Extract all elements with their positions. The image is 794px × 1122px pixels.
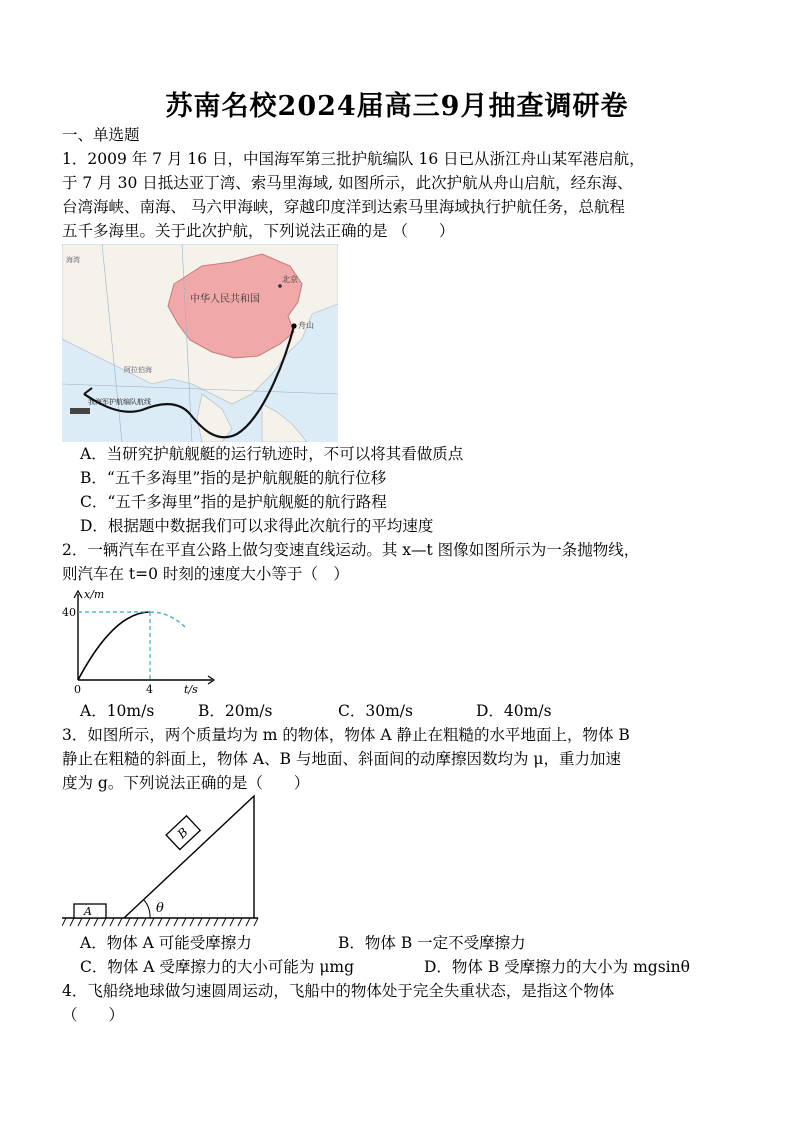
q1-option-a: A．当研究护航舰艇的运行轨迹时，不可以将其看做质点 bbox=[80, 445, 464, 463]
exam-title: 苏南名校2024届高三9月抽查调研卷 bbox=[165, 91, 629, 122]
q2-option-d: D．40m/s bbox=[476, 702, 552, 720]
incline-figure bbox=[62, 794, 262, 934]
q3-option-d: D．物体 B 受摩擦力的大小为 mgsinθ bbox=[424, 958, 690, 976]
q1-option-b: B．“五千多海里”指的是护航舰艇的航行位移 bbox=[80, 469, 387, 487]
graph-x-axis-label: t/s bbox=[184, 683, 198, 696]
q2-option-a: A．10m/s bbox=[80, 702, 155, 720]
q3-option-c: C．物体 A 受摩擦力的大小可能为 μmg bbox=[80, 958, 355, 976]
graph-x-tick: 4 bbox=[146, 683, 153, 696]
escort-route-map bbox=[62, 244, 338, 442]
q3-line: 静止在粗糙的斜面上，物体 A、B 与地面、斜面间的动摩擦因数均为 μ，重力加速 bbox=[62, 750, 621, 768]
graph-y-tick: 40 bbox=[62, 606, 76, 619]
q2-line: 则汽车在 t=0 时刻的速度大小等于（ ） bbox=[62, 565, 349, 583]
q2-option-c: C．30m/s bbox=[338, 702, 413, 720]
q2-line: 2．一辆汽车在平直公路上做匀变速直线运动。其 x—t 图像如图所示为一条抛物线， bbox=[62, 541, 640, 559]
block-b-label: B bbox=[174, 824, 191, 842]
q1-line: 台湾海峡、南海、 马六甲海峡，穿越印度洋到达索马里海域执行护航任务，总航程 bbox=[62, 198, 625, 216]
map-route-label: 我海军护航编队航线 bbox=[88, 398, 151, 406]
q3-option-a: A．物体 A 可能受摩擦力 bbox=[80, 934, 252, 952]
section-heading: 一、单选题 bbox=[62, 126, 140, 144]
graph-origin: 0 bbox=[74, 683, 81, 696]
parabola-curve bbox=[78, 612, 150, 680]
q1-line: 1．2009 年 7 月 16 日，中国海军第三批护航编队 16 日已从浙江舟山某军港启航， bbox=[62, 150, 645, 168]
ship-icon bbox=[70, 408, 90, 414]
map-country-label: 中华人民共和国 bbox=[190, 294, 260, 305]
q3-line: 度为 g。下列说法正确的是（ ） bbox=[62, 774, 310, 792]
q2-option-b: B．20m/s bbox=[198, 702, 273, 720]
map-city-zhoushan: 舟山 bbox=[298, 321, 314, 330]
q4-line: （ ） bbox=[62, 1006, 125, 1024]
map-sea-label: 海湾 bbox=[66, 256, 80, 264]
q3-option-b: B．物体 B 一定不受摩擦力 bbox=[338, 934, 526, 952]
xt-graph bbox=[62, 588, 222, 698]
q1-line: 五千多海里。关于此次护航，下列说法正确的是 （ ） bbox=[62, 222, 455, 240]
q1-option-c: C．“五千多海里”指的是护航舰艇的航行路程 bbox=[80, 493, 387, 511]
map-city-beijing: 北京 bbox=[282, 275, 298, 284]
map-sea-label: 阿拉伯海 bbox=[124, 366, 152, 374]
q3-line: 3．如图所示，两个质量均为 m 的物体，物体 A 静止在粗糙的水平地面上，物体 B bbox=[62, 726, 630, 744]
block-a-label: A bbox=[84, 905, 92, 918]
q4-line: 4．飞船绕地球做匀速圆周运动，飞船中的物体处于完全失重状态，是指这个物体 bbox=[62, 982, 615, 1000]
incline-surface bbox=[124, 796, 254, 918]
q1-line: 于 7 月 30 日抵达亚丁湾、索马里海域, 如图所示，此次护航从舟山启航，经东海、 bbox=[62, 174, 633, 192]
q1-option-d: D．根据题中数据我们可以求得此次航行的平均速度 bbox=[80, 517, 434, 535]
graph-y-axis-label: x/m bbox=[84, 588, 105, 601]
angle-label: θ bbox=[156, 901, 164, 916]
